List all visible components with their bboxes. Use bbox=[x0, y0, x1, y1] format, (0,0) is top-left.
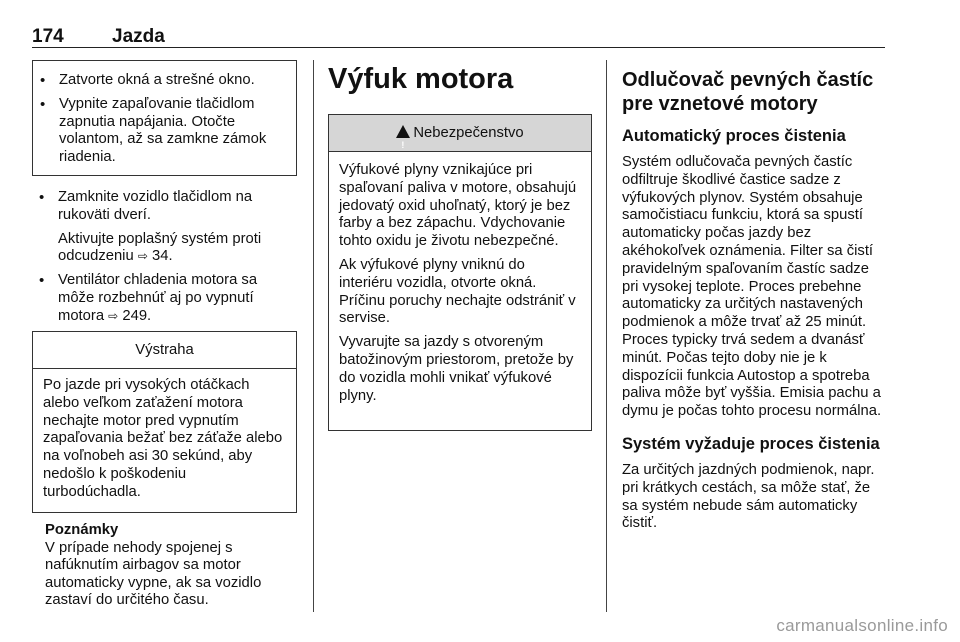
danger-title: Nebezpečenstvo bbox=[413, 125, 524, 141]
warning-text bbox=[33, 369, 296, 502]
column-divider-2 bbox=[606, 60, 607, 612]
danger-header bbox=[329, 115, 591, 152]
warning-title: Výstraha bbox=[33, 332, 296, 369]
column-3 bbox=[622, 68, 888, 533]
danger-body bbox=[329, 152, 591, 405]
page-ref-link[interactable]: 34. bbox=[152, 248, 173, 265]
subheading: Systém vyžaduje proces čistenia bbox=[622, 434, 880, 453]
section-heading: Odlučovač pevných častíc pre vznetové motory bbox=[622, 69, 874, 115]
page-number: 174 bbox=[32, 26, 64, 47]
paragraph: Za určitých jazdných podmienok, napr. pri krátkych cestách, sa môže stať, že sa systém nebude sám automaticky čistiť. bbox=[622, 461, 875, 532]
list-item: • Zatvorte okná a strešné okno. bbox=[37, 72, 292, 90]
section-title: Jazda bbox=[112, 26, 165, 47]
warning-box bbox=[32, 331, 297, 513]
page-ref-icon: ⇨ bbox=[137, 249, 148, 264]
list-item: • Vypnite zapaľovanie tlačidlom zapnutia napájania. Otočte volantom, až sa zamkne zámok riadenia. bbox=[37, 96, 292, 167]
list-item: • Zamknite vozidlo tlačidlom na rukoväti dverí. bbox=[36, 189, 294, 225]
header-rule bbox=[32, 47, 885, 48]
note-title: Poznámky bbox=[45, 522, 119, 538]
note-text: V prípade nehody spojenej s nafúknutím airbagov sa motor automaticky vypne, ak sa vozidlo zastaví do určitého času. bbox=[45, 539, 262, 608]
note bbox=[45, 522, 295, 610]
watermark: carmanualsonline.info bbox=[776, 616, 948, 635]
section-heading: Výfuk motora bbox=[328, 63, 514, 95]
column-divider-1 bbox=[313, 60, 314, 612]
page-ref-link[interactable]: 249. bbox=[122, 307, 152, 324]
danger-box bbox=[328, 114, 592, 431]
paragraph: Systém odlučovača pevných častíc odfiltruje škodlivé častice sadze z výfukových plynov. Systém obsahuje samočistiacu funkciu, ktorá sa spustí automaticky počas jazdy bez akéhokoľvek oznámenia. Filter sa čistí pravidelným spaľovaním častíc sadze pri vysokej teplote. Proces prebehne automaticky za určitých nastavených podmienok a môže trvať až 25 minút. Proces typicky trvá sedem a dvanásť minút. Počas tejto doby nie je k dispozícii funkcia Autostop a spotreba paliva môže byť vyššia. Emisia pachu a dymu je počas tohto procesu normálna. bbox=[622, 154, 882, 420]
danger-paragraph: Výfukové plyny vznikajúce pri spaľovaní paliva v motore, obsahujú jedovatý oxid uhoľnatý, ktorý je bez farby a bez zápachu. Vdychovanie tohto oxidu je životu nebezpečné. bbox=[339, 162, 577, 250]
danger-paragraph: Vyvarujte sa jazdy s otvoreným batožinovým priestorom, pretože by do vozidla mohli vnikať výfukové plyny. bbox=[339, 334, 574, 404]
page-header bbox=[32, 26, 165, 48]
warning-triangle-icon bbox=[396, 125, 410, 138]
list-item bbox=[36, 272, 294, 325]
subheading: Automatický proces čistenia bbox=[622, 127, 846, 145]
warning-paragraph: Po jazde pri vysokých otáčkach alebo veľkom zaťažení motora nechajte motor pred vypnutím zapaľovania bežať bez záťaže alebo na voľnobeh asi 30 sekúnd, aby nedošlo k poškodeniu turbodúchadla. bbox=[43, 377, 283, 500]
list-item-sub bbox=[36, 231, 294, 267]
fan-text: Ventilátor chladenia motora sa môže rozbehnúť aj po vypnutí motora bbox=[58, 272, 258, 324]
danger-paragraph: Ak výfukové plyny vniknú do interiéru vozidla, otvorte okná. Príčinu poruchy nechajte odstrániť v servise. bbox=[339, 256, 576, 327]
alarm-text: Aktivujte poplašný systém proti odcudzeniu bbox=[58, 230, 262, 265]
bullet-box bbox=[32, 60, 297, 176]
column-1 bbox=[36, 189, 294, 326]
page-ref-icon: ⇨ bbox=[108, 308, 119, 323]
